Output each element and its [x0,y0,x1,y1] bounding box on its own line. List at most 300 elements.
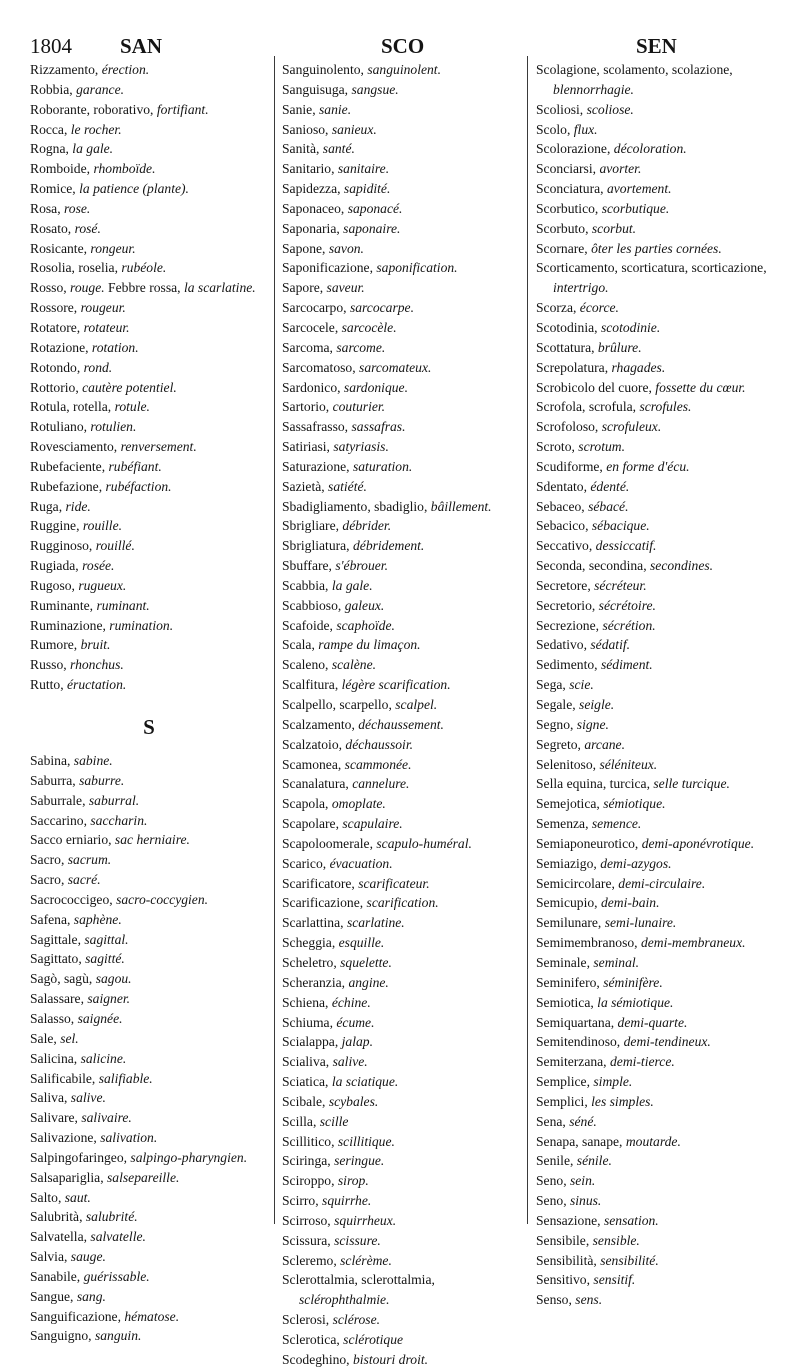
italian-term: Scudiforme, [536,458,607,474]
french-translation: satyriasis. [333,439,389,455]
french-translation: arcane. [584,736,625,752]
dictionary-entry [30,338,268,358]
italian-term: Rugoso, [30,577,79,593]
french-translation: rosé. [74,220,101,236]
dictionary-entry [282,278,522,298]
italian-term: Saccarino, [30,812,91,828]
entry-list [282,60,522,1370]
italian-term: Semplice, [536,1074,594,1090]
italian-term: Saburra, [30,772,80,788]
dictionary-entry [30,850,268,870]
french-translation: rougeur. [80,300,126,316]
french-translation: selle turcique. [653,776,730,792]
italian-term: Semiaponeurotico, [536,835,642,851]
french-translation: renversement. [120,439,197,455]
french-translation: sacro-coccygien. [116,891,209,907]
italian-term: Romboide, [30,161,94,177]
italian-term: Scheranzia, [282,974,349,990]
dictionary-entry [30,516,268,536]
french-translation: rouillé. [95,538,135,554]
french-translation: scarificateur. [358,875,430,891]
italian-term: Semiquartana, [536,1014,618,1030]
italian-term: Sagò, sagù, [30,971,96,987]
dictionary-entry [30,1207,268,1227]
italian-term: Sanioso, [282,121,332,137]
italian-term: Salubrità, [30,1209,86,1225]
french-translation: salubrité. [85,1209,138,1225]
french-translation: sarcomateux. [359,359,432,375]
french-translation: salive. [332,1054,368,1070]
italian-term: Semenza, [536,816,592,832]
french-translation: scorbutique. [601,200,670,216]
dictionary-entry [282,893,522,913]
french-translation: scissure. [334,1232,381,1248]
italian-term: Scabbia, [282,577,332,593]
french-translation: secondines. [650,558,714,574]
dictionary-entry [536,774,788,794]
dictionary-entry [282,814,522,834]
french-translation: signe. [576,716,609,732]
french-translation: demi-tierce. [609,1054,675,1070]
french-translation: sclérème. [340,1252,392,1268]
french-translation: couturier. [332,399,386,415]
italian-term: Semplici, [536,1093,592,1109]
italian-term: Sena, [536,1113,570,1129]
dictionary-entry [30,930,268,950]
italian-term: Saliva, [30,1090,71,1106]
french-translation: rhonchus. [70,657,124,673]
column-divider [274,56,275,1224]
italian-term: Senso, [536,1292,576,1308]
dictionary-entry [30,397,268,417]
french-translation: rugueux. [78,577,127,593]
french-translation: séné. [569,1113,597,1129]
running-head-left: SAN [120,34,163,58]
dictionary-entry [282,536,522,556]
dictionary-entry [30,159,268,179]
dictionary-entry [536,814,788,834]
dictionary-entry [30,1326,268,1346]
dictionary-entry [282,1171,522,1191]
french-translation: dessiccatif. [595,538,657,554]
french-translation: en forme d'écu. [606,458,690,474]
italian-term: Segno, [536,716,577,732]
dictionary-entry [282,1310,522,1330]
french-translation: semi-lunaire. [604,915,677,931]
dictionary-entry [282,120,522,140]
dictionary-entry [536,457,788,477]
french-translation: débridement. [352,538,425,554]
french-translation: séléniteux. [599,756,658,772]
dictionary-entry [536,358,788,378]
french-translation: saburre. [79,772,125,788]
italian-term: Sbadigliamento, sbadiglio, [282,498,431,514]
dictionary-entry [536,318,788,338]
french-translation: avorter. [599,161,642,177]
italian-term: Scleremo, [282,1252,341,1268]
french-translation: la scarlatine. [183,280,256,296]
italian-term: Scirro, [282,1193,323,1209]
italian-term: Semiotica, [536,994,598,1010]
dictionary-entry [536,139,788,159]
dictionary-entry [282,854,522,874]
french-translation: rotation. [91,339,139,355]
french-translation: sensation. [603,1212,659,1228]
dictionary-entry [282,1151,522,1171]
dictionary-entry [282,715,522,735]
italian-term: Scarificatore, [282,875,359,891]
french-translation: ride. [65,498,91,514]
dictionary-entry [30,179,268,199]
french-translation: ruminant. [96,597,150,613]
italian-term: Salicina, [30,1050,81,1066]
dictionary-entry [282,913,522,933]
dictionary-entry [536,1132,788,1152]
italian-term: Salificabile, [30,1070,99,1086]
dictionary-entry [30,616,268,636]
italian-term: Sciringa, [282,1153,335,1169]
italian-term: Febbre rossa, [104,280,184,296]
french-translation: sébacé. [588,498,629,514]
dictionary-entry [536,60,788,100]
italian-term: Seno, [536,1193,570,1209]
dictionary-entry [536,715,788,735]
french-translation: demi-circulaire. [618,875,706,891]
french-translation: légère scarification. [341,677,451,693]
italian-term: Semejotica, [536,796,604,812]
french-translation: bruit. [80,637,111,653]
french-translation: scalène. [331,657,377,673]
italian-term: Sartorio, [282,399,333,415]
italian-term: Salto, [30,1189,65,1205]
italian-term: Scirroso, [282,1212,335,1228]
french-translation: scrofules. [639,399,692,415]
dictionary-entry [282,695,522,715]
french-translation: saphène. [73,911,122,927]
french-translation: rotule. [114,399,150,415]
italian-term: Scoliosi, [536,101,587,117]
french-translation: rotateur. [83,319,130,335]
dictionary-entry [30,751,268,771]
italian-term: Sarcocarpo, [282,300,350,316]
french-translation: sclérotique [343,1332,404,1347]
french-translation: demi-membraneux. [640,935,746,951]
dictionary-entry [282,834,522,854]
dictionary-entry [30,378,268,398]
italian-term: Rumore, [30,637,81,653]
dictionary-entry [282,457,522,477]
french-translation: scrofuleux. [601,419,662,435]
french-translation: rose. [63,200,91,216]
italian-term: Scissura, [282,1232,335,1248]
italian-term: Saburrale, [30,792,89,808]
french-translation: sécrétoire. [598,597,656,613]
italian-term: Sale, [30,1030,61,1046]
dictionary-entry [536,695,788,715]
dictionary-entry [536,298,788,318]
italian-term: Semilunare, [536,915,605,931]
dictionary-entry [282,556,522,576]
italian-term: Sassafrasso, [282,419,352,435]
italian-term: Rotuliano, [30,419,91,435]
italian-term: Scodeghino, [282,1351,353,1367]
dictionary-entry [536,596,788,616]
entry-list [30,751,268,1346]
dictionary-entry [282,933,522,953]
dictionary-entry [30,1227,268,1247]
french-translation: jalap. [341,1034,373,1050]
dictionary-entry [30,219,268,239]
french-translation: scrotum. [578,439,625,455]
italian-term: Salivazione, [30,1130,101,1146]
dictionary-entry [282,219,522,239]
italian-term: Scorticamento, scorticatura, scorticazione, [536,260,767,276]
dictionary-entry [282,755,522,775]
french-translation: sagitté. [85,951,125,967]
italian-term: Sciatica, [282,1074,332,1090]
french-translation: la patience (plante). [79,181,189,197]
french-translation: sarcome. [336,339,386,355]
italian-term: Sapore, [282,280,327,296]
french-translation: écorce. [579,300,619,316]
french-translation: demi-tendineux. [623,1034,711,1050]
french-translation: sébacique. [591,518,650,534]
dictionary-entry [30,1088,268,1108]
dictionary-entry [536,616,788,636]
french-translation: intertrigo. [553,280,609,296]
italian-term: Rotazione, [30,339,92,355]
italian-term: Scalzatoio, [282,736,346,752]
french-translation: rubéfaction. [105,478,172,494]
french-translation: scie. [569,677,594,693]
dictionary-entry [282,516,522,536]
french-translation: rosée. [82,558,115,574]
french-translation: sclérophthalmie. [299,1292,390,1308]
dictionary-entry [282,239,522,259]
french-translation: salvatelle. [90,1229,146,1245]
french-translation: sanguin. [94,1328,142,1344]
dictionary-entry [536,1231,788,1251]
italian-term: Sbrigliare, [282,518,343,534]
french-translation: galeux. [344,597,385,613]
dictionary-entry [30,791,268,811]
dictionary-entry [536,338,788,358]
italian-term: Roborante, roborativo, [30,101,157,117]
dictionary-entry [282,1350,522,1370]
french-translation: rouge. [70,280,105,296]
italian-term: Ruminazione, [30,617,110,633]
french-translation: cannelure. [352,776,410,792]
italian-term: Scapola, [282,796,332,812]
dictionary-entry [30,497,268,517]
dictionary-entry [30,298,268,318]
french-translation: semence. [591,816,642,832]
dictionary-entry [30,120,268,140]
dictionary-entry [30,870,268,890]
italian-term: Rosolia, roselia, [30,260,122,276]
french-translation: sécrétion. [602,617,656,633]
french-translation: demi-quarte. [617,1014,688,1030]
italian-term: Sanguigno, [30,1328,95,1344]
dictionary-entry [282,735,522,755]
italian-term: Rottorio, [30,379,83,395]
dictionary-entry [30,278,268,298]
dictionary-entry [30,139,268,159]
dictionary-entry [282,1191,522,1211]
italian-term: Segale, [536,697,580,712]
dictionary-entry [30,556,268,576]
italian-term: Sebacico, [536,518,592,534]
italian-term: Sanità, [282,141,323,157]
dictionary-entry [536,437,788,457]
dictionary-entry [536,973,788,993]
italian-term: Secrezione, [536,617,603,633]
french-translation: la sémiotique. [597,994,674,1010]
italian-term: Rotatore, [30,319,84,335]
dictionary-entry [282,437,522,457]
dictionary-entry [282,1112,522,1132]
dictionary-entry [536,556,788,576]
french-translation: scorbut. [591,220,637,236]
italian-term: Saponaceo, [282,200,348,216]
italian-term: Scroto, [536,439,579,455]
italian-term: Scibale, [282,1093,329,1109]
french-translation: scotodinie. [600,319,661,335]
italian-term: Sbuffare, [282,558,336,574]
french-translation: salivaire. [81,1110,132,1126]
french-translation: saut. [64,1189,91,1205]
italian-term: Semitendinoso, [536,1034,624,1050]
dictionary-entry [536,219,788,239]
dictionary-entry [536,536,788,556]
italian-term: Scabbioso, [282,597,345,613]
italian-term: Sacro, [30,872,68,888]
dictionary-entry [30,635,268,655]
french-translation: ôter les parties cornées. [591,240,722,256]
dictionary-entry [282,318,522,338]
italian-term: Sarcocele, [282,319,342,335]
dictionary-entry [536,258,788,298]
dictionary-entry [536,1092,788,1112]
dictionary-entry [282,655,522,675]
italian-term: Sconciarsi, [536,161,600,177]
dictionary-entry [536,1211,788,1231]
french-translation: sagou. [95,971,132,987]
french-translation: fortifiant. [156,101,209,117]
italian-term: Semiterzana, [536,1054,610,1070]
french-translation: rubéfiant. [108,458,162,474]
dictionary-entry [30,1049,268,1069]
italian-term: Salivare, [30,1110,82,1126]
italian-term: Saturazione, [282,458,353,474]
dictionary-entry [536,854,788,874]
dictionary-entry [282,953,522,973]
french-translation: sensibilité. [600,1252,659,1268]
french-translation: demi-azygos. [600,855,672,871]
french-translation: bistouri droit. [352,1351,429,1367]
french-translation: salifiable. [98,1070,153,1086]
dictionary-entry [30,1128,268,1148]
dictionary-entry [30,457,268,477]
dictionary-entry [30,1029,268,1049]
italian-term: Sanguificazione, [30,1308,125,1324]
french-translation: rongeur. [90,240,136,256]
dictionary-entry [282,794,522,814]
dictionary-entry [30,1069,268,1089]
dictionary-entry [536,893,788,913]
dictionary-entry [536,675,788,695]
dictionary-entry [282,397,522,417]
italian-term: Salassare, [30,991,88,1007]
dictionary-entry [536,417,788,437]
french-translation: sagittal. [84,931,129,947]
dictionary-entry [30,596,268,616]
french-translation: scille [319,1113,349,1129]
french-translation: sarcocèle. [341,319,397,335]
italian-term: Robbia, [30,81,77,97]
french-translation: demi-aponévrotique. [641,835,755,851]
dictionary-entry [282,1231,522,1251]
dictionary-entry [30,80,268,100]
dictionary-entry [536,755,788,775]
french-translation: blennorrhagie. [553,81,634,97]
french-translation: la sciatique. [331,1074,399,1090]
dictionary-entry [536,1290,788,1310]
italian-term: Sclerosi, [282,1312,333,1328]
french-translation: simple. [593,1074,633,1090]
column-divider [527,56,528,1224]
dictionary-entry [536,735,788,755]
italian-term: Seconda, secondina, [536,558,651,574]
french-translation: évacuation. [329,855,393,871]
french-translation: s'ébrouer. [335,558,388,574]
dictionary-entry [30,969,268,989]
column-left [30,60,268,1346]
italian-term: Semicircolare, [536,875,619,891]
french-translation: débrider. [342,518,392,534]
dictionary-entry [30,1287,268,1307]
french-translation: édenté. [590,478,630,494]
dictionary-entry [282,993,522,1013]
french-translation: rubéole. [121,260,167,276]
italian-term: Scolorazione, [536,141,614,157]
french-translation: la gale. [72,141,114,157]
italian-term: Sclerottalmia, sclerottalmia, [282,1272,435,1288]
french-translation: seigle. [579,697,615,712]
dictionary-entry [536,1072,788,1092]
french-translation: saignée. [77,1010,123,1026]
dictionary-entry [282,159,522,179]
italian-term: Semicupio, [536,895,601,911]
italian-term: Scarlattina, [282,915,347,931]
dictionary-entry [282,973,522,993]
italian-term: Sconciatura, [536,181,607,197]
french-translation: sédatif. [590,637,631,653]
italian-term: Sanie, [282,101,319,117]
italian-term: Satiriasi, [282,439,334,455]
dictionary-entry [536,179,788,199]
italian-term: Salpingofaringeo, [30,1149,131,1165]
italian-term: Sacco erniario, [30,832,115,848]
french-translation: scaphoïde. [336,617,395,633]
italian-term: Saponaria, [282,220,344,236]
italian-term: Scalpello, scarpello, [282,697,396,712]
french-translation: seminal. [593,954,640,970]
dictionary-entry [282,338,522,358]
french-translation: sangsue. [351,81,399,97]
italian-term: Sedativo, [536,637,591,653]
french-translation: scapulaire. [342,816,403,832]
